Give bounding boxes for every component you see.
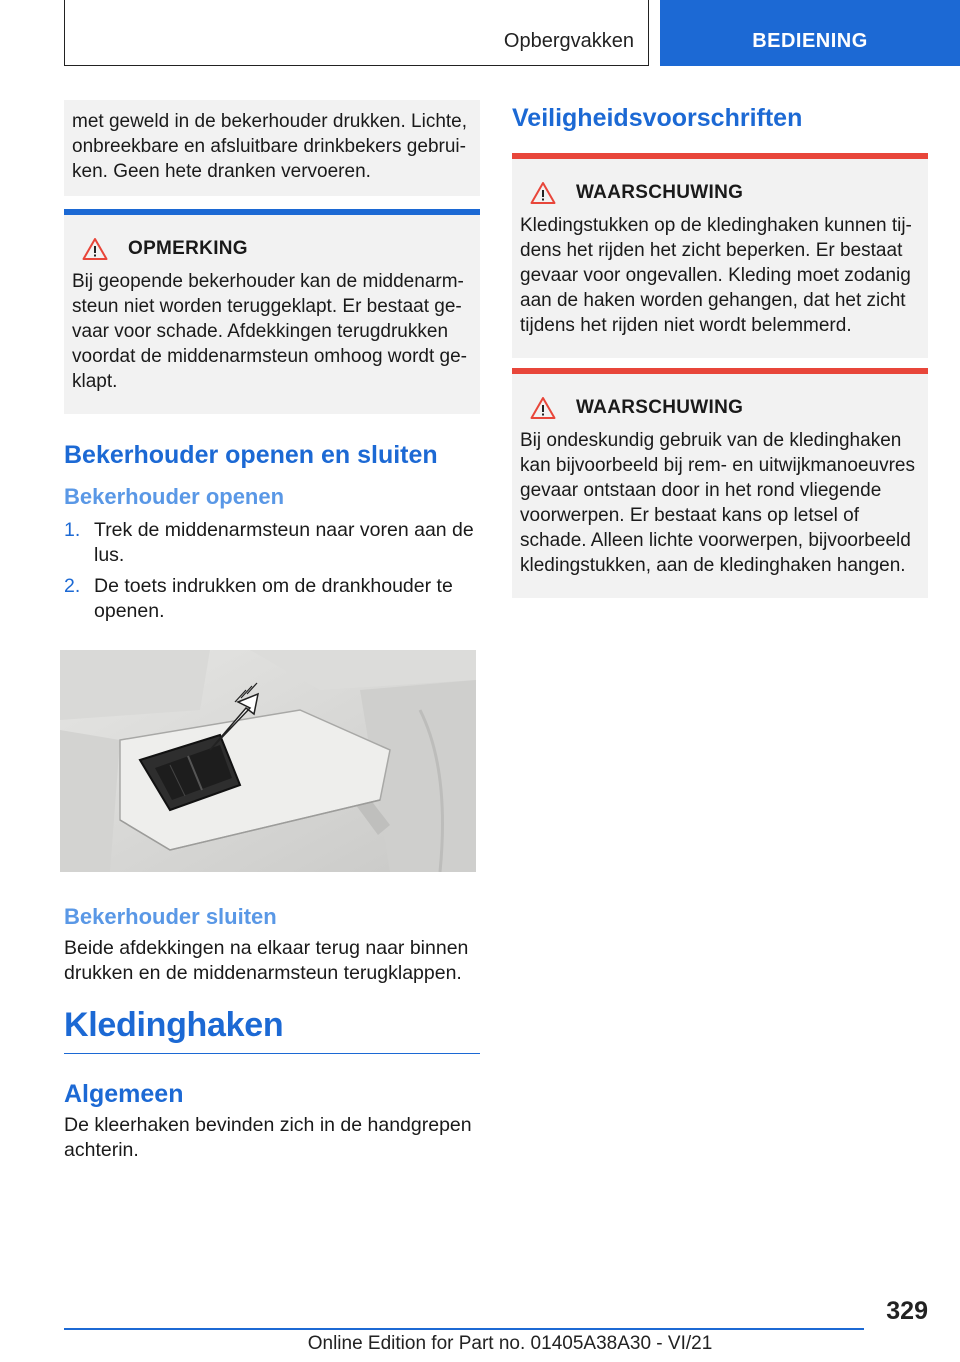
warning-title: WAARSCHUWING xyxy=(576,182,744,203)
warning-triangle-icon xyxy=(530,396,556,420)
continued-text: met geweld in de bekerhouder drukken. Lichte, onbreekbare en afsluitbare drinkbekers gebrui-ken. Geen hete dranken vervoeren. xyxy=(72,111,468,182)
close-text: Beide afdekkingen na elkaar terug naar binnen drukken en de middenarmsteun terugklappen. xyxy=(64,937,469,984)
warning-text: Bij ondeskundig gebruik van de kledinghaken kan bijvoorbeeld bij rem- en uitwijkmanoeuvres gevaar ontstaan door in het rond vliegende voorwerpen. Er bestaat kans op letsel of schade. Alleen lichte voorwerpen, bijvoorbeeld kledingstukken, aan de kledinghaken hangen. xyxy=(520,430,915,576)
warning-header xyxy=(520,181,920,205)
header-section-box xyxy=(64,0,649,66)
footer-edition-text: Online Edition for Part no. 01405A38A30 - VI/21 xyxy=(307,1333,713,1354)
heading-hooks-block xyxy=(64,1006,480,1054)
step-number: 2. xyxy=(64,575,81,597)
warning-triangle-icon xyxy=(82,237,108,261)
armrest-cupholder-image xyxy=(60,650,476,872)
warning-box-2 xyxy=(512,368,928,598)
notice-text: Bij geopende bekerhouder kan de middenarm-steun niet worden teruggeklapt. Er bestaat ge-vaar voor schade. Afdekkingen terugdrukken voordat de middenarmsteun omhoog wordt ge-klapt. xyxy=(72,271,468,392)
general-text: De kleerhaken bevinden zich in de handgrepen achterin. xyxy=(64,1114,472,1161)
continued-info-box xyxy=(64,100,480,196)
warning-text: Kledingstukken op de kledinghaken kunnen tij-dens het rijden het zicht beperken. Er bestaat gevaar voor ongevallen. Kleding moet zodanig aan de haken worden gehangen, dat het zicht tijdens het rijden niet wordt belemmerd. xyxy=(520,215,912,336)
warning-triangle-icon xyxy=(530,181,556,205)
warning-header xyxy=(520,396,920,420)
footer-rule xyxy=(64,1328,864,1330)
right-column xyxy=(512,100,928,598)
step-number: 1. xyxy=(64,519,81,541)
notice-title: OPMERKING xyxy=(128,238,248,259)
notice-header xyxy=(72,237,472,261)
warning-title: WAARSCHUWING xyxy=(576,397,744,418)
section-heading-cupholder: Bekerhouder openen en sluiten xyxy=(64,441,438,469)
step-text: Trek de middenarmsteun naar voren aan de lus. xyxy=(94,519,474,566)
cupholder-illustration xyxy=(60,650,476,872)
page-number: 329 xyxy=(886,1297,928,1325)
section-heading-safety: Veiligheidsvoorschriften xyxy=(512,104,803,132)
list-item xyxy=(64,574,480,624)
subheading-open: Bekerhouder openen xyxy=(64,484,285,509)
step-text: De toets indrukken om de drankhouder te openen. xyxy=(94,575,453,622)
header-chapter-title: BEDIENING xyxy=(752,30,868,52)
left-column xyxy=(64,100,480,1163)
subheading-general: Algemeen xyxy=(64,1080,184,1108)
section-heading-hooks: Kledinghaken xyxy=(64,1006,284,1044)
open-steps-list xyxy=(64,518,480,624)
warning-box-1 xyxy=(512,153,928,358)
list-item xyxy=(64,518,480,568)
header-section-title: Opbergvakken xyxy=(503,30,634,52)
notice-box xyxy=(64,209,480,414)
subheading-close: Bekerhouder sluiten xyxy=(64,904,277,929)
header-chapter-tab xyxy=(660,0,960,66)
